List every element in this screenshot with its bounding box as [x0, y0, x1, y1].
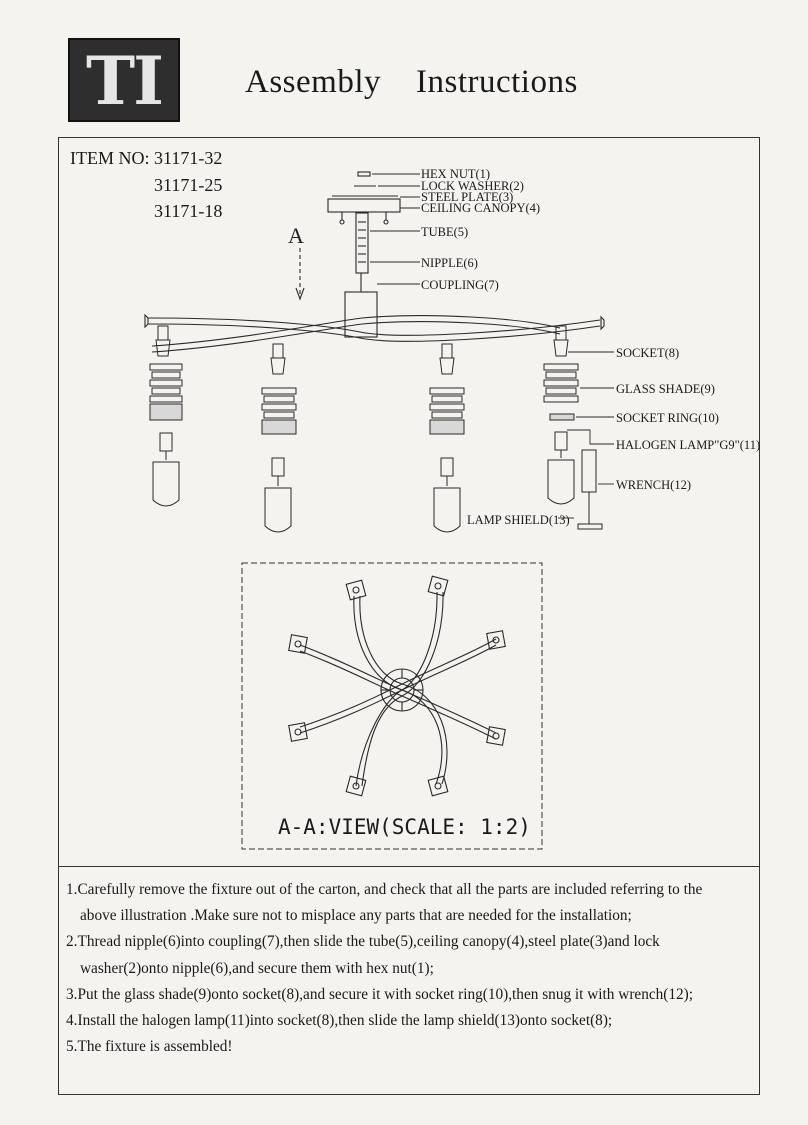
instruction-step-2: 2.Thread nipple(6)into coupling(7),then slide the tube(5),ceiling canopy(4),steel plate(3)and lock: [66, 933, 660, 951]
instruction-step-4: 4.Install the halogen lamp(11)into socket(8),then slide the lamp shield(13)onto socket(8);: [66, 1012, 613, 1030]
view-caption: A-A:VIEW(SCALE: 1:2): [278, 815, 531, 839]
logo-text: TI: [86, 42, 162, 120]
page-title: Assembly Instructions: [245, 64, 578, 100]
ceiling-canopy: [328, 199, 400, 212]
part-label: SOCKET RING(10): [616, 411, 719, 425]
lamp-assembly: [150, 326, 182, 506]
callout-leaders: [370, 174, 614, 518]
section-marker: A: [288, 223, 304, 248]
assembly-instructions: [66, 877, 756, 1060]
item-number-alt: 31171-18: [154, 201, 223, 221]
part-label: TUBE(5): [421, 225, 469, 239]
part-label: LOCK WASHER(2): [421, 179, 524, 193]
part-label: COUPLING(7): [421, 278, 499, 292]
part-label: HALOGEN LAMP"G9"(11): [616, 438, 761, 452]
part-label: GLASS SHADE(9): [616, 382, 715, 396]
part-label: NIPPLE(6): [421, 256, 478, 270]
instruction-step-5: 5.The fixture is assembled!: [66, 1038, 233, 1056]
top-view-drawing: [289, 576, 506, 796]
part-label: CEILING CANOPY(4): [421, 201, 541, 215]
instruction-step-3: 3.Put the glass shade(9)onto socket(8),and secure it with socket ring(10),then snug it with wrench(12);: [66, 985, 694, 1003]
part-label: WRENCH(12): [616, 478, 691, 492]
part-label: HEX NUT(1): [421, 167, 491, 181]
hex-nut: [358, 172, 370, 176]
instruction-step-1-cont: above illustration .Make sure not to misplace any parts that are needed for the installation;: [80, 907, 632, 925]
item-number-alt: 31171-25: [154, 175, 223, 195]
item-number: ITEM NO: 31171-32: [70, 148, 223, 168]
part-label: STEEL PLATE(3): [421, 190, 514, 204]
instruction-step-1: 1.Carefully remove the fixture out of the carton, and check that all the parts are included referring to the: [66, 881, 703, 898]
section-view-box: [242, 563, 542, 849]
instruction-step-2-cont: washer(2)onto nipple(6),and secure them with hex nut(1);: [80, 959, 434, 977]
part-label: SOCKET(8): [616, 346, 680, 360]
lamp-assembly: [544, 326, 602, 529]
part-callouts: [421, 167, 760, 527]
part-label: LAMP SHIELD(13): [467, 513, 570, 527]
lamp-assembly: [430, 344, 464, 532]
fixture-arm: [148, 318, 600, 335]
lamp-assembly: [262, 344, 296, 532]
